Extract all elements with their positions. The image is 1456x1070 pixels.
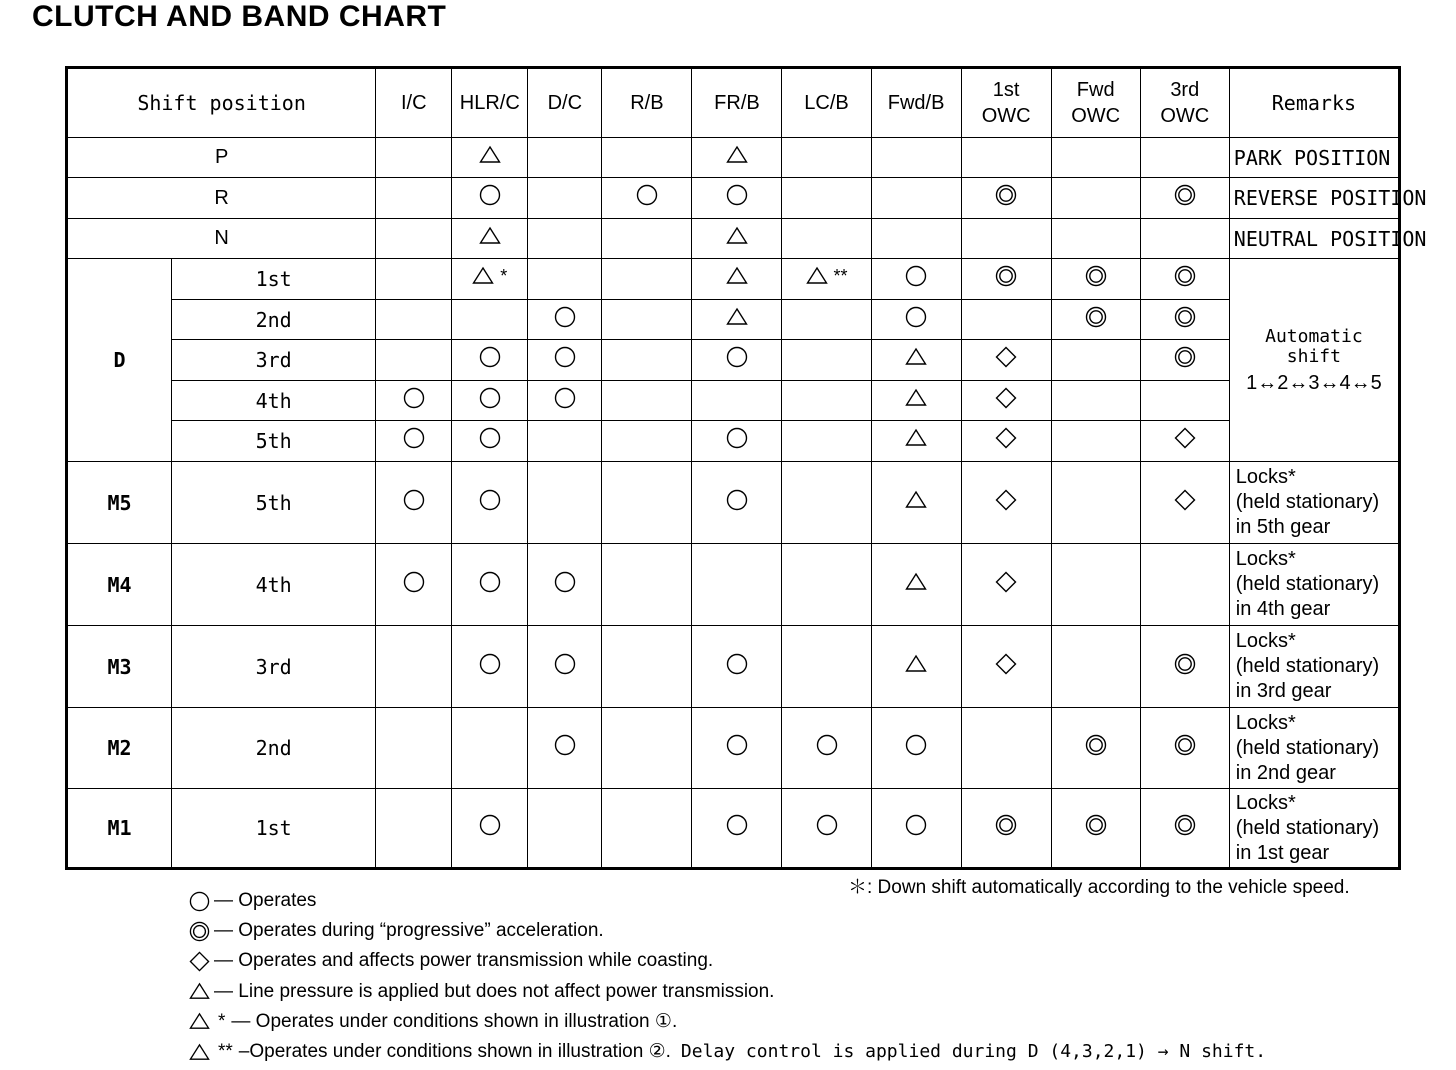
cell (961, 300, 1051, 340)
diamond-icon (186, 951, 212, 972)
double-icon (1174, 184, 1196, 206)
cell (692, 138, 782, 178)
header-r-b: R/B (602, 68, 692, 138)
cell (602, 626, 692, 708)
cell (1051, 300, 1140, 340)
diamond-icon (995, 489, 1017, 511)
double-icon (995, 184, 1017, 206)
cell (961, 259, 1051, 300)
cell (376, 626, 452, 708)
cell (961, 789, 1051, 869)
double-icon (1174, 734, 1196, 756)
cell (782, 340, 871, 381)
cell (961, 178, 1051, 219)
cell (782, 178, 871, 219)
triangle-icon (726, 144, 748, 166)
circle-icon (479, 571, 501, 593)
header-fr-b: FR/B (692, 68, 782, 138)
cell (1051, 178, 1140, 219)
diamond-icon (995, 571, 1017, 593)
diamond-icon (1174, 427, 1196, 449)
cell (1140, 462, 1229, 544)
header-i-c: I/C (376, 68, 452, 138)
circle-icon (726, 814, 748, 836)
triangle-icon (905, 489, 927, 511)
remark-automatic-shift: Automatic shift 1↔2↔3↔4↔5 (1229, 259, 1399, 462)
circle-icon (479, 427, 501, 449)
shift-n: N (67, 219, 376, 259)
header-3rd-owc: 3rd OWC (1140, 68, 1229, 138)
cell (1140, 789, 1229, 869)
cell (961, 219, 1051, 259)
cell (1051, 138, 1140, 178)
cell (961, 138, 1051, 178)
gear-label: 5th (172, 421, 376, 462)
cell (376, 708, 452, 789)
cell (1051, 789, 1140, 869)
triangle-icon: ** (806, 265, 848, 287)
gear-label: 5th (172, 462, 376, 544)
table-row (67, 259, 1400, 300)
circle-icon (726, 734, 748, 756)
legend-item: ** –Operates under conditions shown in illustration ②. Delay control is applied during D (4,3,2,1) → N shift. (186, 1037, 1266, 1067)
table-row (67, 544, 1400, 626)
shift-group-m5: M5 (67, 462, 172, 544)
triangle-icon (905, 571, 927, 593)
cell (782, 138, 871, 178)
circle-icon (479, 814, 501, 836)
cell (528, 544, 602, 626)
cell (782, 544, 871, 626)
circle-icon (905, 734, 927, 756)
cell (692, 219, 782, 259)
double-icon (995, 814, 1017, 836)
cell (692, 178, 782, 219)
cell (692, 421, 782, 462)
cell (602, 219, 692, 259)
cell (1051, 259, 1140, 300)
circle-icon (726, 346, 748, 368)
cell (452, 259, 528, 300)
legend-item: — Operates and affects power transmission while coasting. (186, 946, 1266, 976)
cell (452, 381, 528, 421)
circle-icon (726, 184, 748, 206)
cell (692, 340, 782, 381)
cell (528, 421, 602, 462)
gear-label: 3rd (172, 626, 376, 708)
cell (782, 708, 871, 789)
triangle-icon (905, 653, 927, 675)
shift-group-m1: M1 (67, 789, 172, 869)
legend-item: * — Operates under conditions shown in illustration ①. (186, 1007, 1266, 1037)
cell (602, 789, 692, 869)
cell (452, 544, 528, 626)
cell (1140, 219, 1229, 259)
header-lc-b: LC/B (782, 68, 871, 138)
triangle-icon (905, 387, 927, 409)
table-row (67, 178, 1400, 219)
cell (871, 300, 961, 340)
circle-icon (726, 653, 748, 675)
legend-item: — Operates (186, 886, 1266, 916)
triangle-icon (905, 427, 927, 449)
cell (692, 708, 782, 789)
table-row (67, 789, 1400, 869)
circle-icon (554, 346, 576, 368)
cell (528, 178, 602, 219)
cell (1140, 138, 1229, 178)
gear-label: 2nd (172, 300, 376, 340)
remark-p: PARK POSITION (1229, 138, 1399, 178)
header-fwd-owc: Fwd OWC (1051, 68, 1140, 138)
cell (528, 219, 602, 259)
circle-icon (816, 734, 838, 756)
cell (692, 626, 782, 708)
cell (528, 381, 602, 421)
diamond-icon (995, 346, 1017, 368)
cell (602, 381, 692, 421)
cell (782, 421, 871, 462)
cell (1051, 544, 1140, 626)
circle-icon (479, 387, 501, 409)
chart-title: CLUTCH AND BAND CHART (32, 0, 447, 33)
table-row (67, 626, 1400, 708)
cell (782, 626, 871, 708)
cell (1051, 219, 1140, 259)
cell (961, 626, 1051, 708)
circle-icon (479, 653, 501, 675)
double-icon (186, 921, 212, 942)
cell (782, 789, 871, 869)
circle-icon (905, 814, 927, 836)
cell (782, 219, 871, 259)
table-row (67, 340, 1400, 381)
circle-icon (554, 306, 576, 328)
circle-icon (816, 814, 838, 836)
legend-item: — Operates during “progressive” acceleration. (186, 916, 1266, 946)
cell (1140, 421, 1229, 462)
double-icon (1085, 265, 1107, 287)
cell (602, 340, 692, 381)
cell (1140, 340, 1229, 381)
shift-group-m3: M3 (67, 626, 172, 708)
cell (602, 708, 692, 789)
circle-icon (479, 346, 501, 368)
cell (961, 708, 1051, 789)
cell (692, 789, 782, 869)
circle-icon (636, 184, 658, 206)
triangle-icon (186, 1011, 212, 1032)
cell (452, 462, 528, 544)
circle-icon (403, 571, 425, 593)
cell (961, 340, 1051, 381)
cell (1140, 626, 1229, 708)
remark-locks-m5: Locks* (held stationary) in 5th gear (1229, 462, 1399, 544)
shift-group-m2: M2 (67, 708, 172, 789)
cell (452, 300, 528, 340)
gear-label: 2nd (172, 708, 376, 789)
gear-label: 4th (172, 544, 376, 626)
cell (1051, 626, 1140, 708)
cell (602, 300, 692, 340)
triangle-icon (905, 346, 927, 368)
footnote: ＊: Down shift automatically according to the vehicle speed. (848, 877, 1350, 898)
cell (961, 462, 1051, 544)
cell (376, 178, 452, 219)
cell (376, 381, 452, 421)
cell (871, 626, 961, 708)
cell (528, 340, 602, 381)
cell (452, 421, 528, 462)
double-icon (1174, 306, 1196, 328)
cell (528, 789, 602, 869)
cell (452, 178, 528, 219)
double-icon (1174, 265, 1196, 287)
cell (871, 421, 961, 462)
double-icon (1174, 814, 1196, 836)
cell (871, 178, 961, 219)
triangle-icon: * (472, 265, 507, 287)
table-row (67, 462, 1400, 544)
cell (602, 462, 692, 544)
circle-icon (403, 387, 425, 409)
cell (871, 381, 961, 421)
remark-locks-m2: Locks* (held stationary) in 2nd gear (1229, 708, 1399, 789)
circle-icon (554, 653, 576, 675)
circle-icon (403, 427, 425, 449)
cell (452, 340, 528, 381)
clutch-band-table (65, 66, 1427, 870)
legend (186, 886, 1266, 1067)
gear-label: 1st (172, 259, 376, 300)
cell (692, 544, 782, 626)
diamond-icon (995, 427, 1017, 449)
double-icon (1085, 814, 1107, 836)
circle-icon (554, 734, 576, 756)
cell (528, 708, 602, 789)
cell (782, 462, 871, 544)
triangle-icon (479, 144, 501, 166)
circle-icon (554, 387, 576, 409)
header-hlr-c: HLR/C (452, 68, 528, 138)
cell (871, 259, 961, 300)
cell (1140, 300, 1229, 340)
circle-icon (726, 489, 748, 511)
legend-item: — Line pressure is applied but does not affect power transmission. (186, 977, 1266, 1007)
header-shift-position: Shift position (67, 68, 376, 138)
circle-icon (905, 265, 927, 287)
shift-group-d: D (67, 259, 172, 462)
remark-n: NEUTRAL POSITION (1229, 219, 1399, 259)
cell (376, 421, 452, 462)
table-row (67, 708, 1400, 789)
diamond-icon (995, 653, 1017, 675)
cell (376, 138, 452, 178)
cell (376, 789, 452, 869)
cell (1140, 381, 1229, 421)
cell (1051, 421, 1140, 462)
remark-r: REVERSE POSITION (1229, 178, 1399, 219)
triangle-icon (726, 225, 748, 247)
circle-icon (479, 184, 501, 206)
double-icon (1085, 306, 1107, 328)
circle-icon (479, 489, 501, 511)
table-row (67, 381, 1400, 421)
table-row (67, 421, 1400, 462)
cell (871, 340, 961, 381)
cell (871, 789, 961, 869)
cell (376, 300, 452, 340)
double-icon (1085, 734, 1107, 756)
circle-icon (403, 489, 425, 511)
cell (528, 259, 602, 300)
cell (602, 421, 692, 462)
cell (961, 544, 1051, 626)
diamond-icon (995, 387, 1017, 409)
cell (1051, 708, 1140, 789)
shift-r: R (67, 178, 376, 219)
cell (1051, 462, 1140, 544)
remark-locks-m1: Locks* (held stationary) in 1st gear (1229, 789, 1399, 869)
cell (1140, 708, 1229, 789)
cell (452, 219, 528, 259)
cell (602, 178, 692, 219)
cell (602, 544, 692, 626)
table-row (67, 219, 1400, 259)
gear-label: 1st (172, 789, 376, 869)
cell (376, 340, 452, 381)
cell (376, 259, 452, 300)
cell (1051, 340, 1140, 381)
cell (1051, 381, 1140, 421)
cell (871, 219, 961, 259)
table-row (67, 138, 1400, 178)
cell (692, 381, 782, 421)
remark-locks-m4: Locks* (held stationary) in 4th gear (1229, 544, 1399, 626)
cell (602, 138, 692, 178)
gear-label: 4th (172, 381, 376, 421)
cell (528, 462, 602, 544)
cell (528, 300, 602, 340)
cell (871, 544, 961, 626)
cell (602, 259, 692, 300)
cell (452, 708, 528, 789)
cell (871, 138, 961, 178)
cell (692, 462, 782, 544)
double-icon (1174, 653, 1196, 675)
circle-icon (554, 571, 576, 593)
remark-locks-m3: Locks* (held stationary) in 3rd gear (1229, 626, 1399, 708)
cell (961, 381, 1051, 421)
circle-icon (186, 891, 212, 912)
double-icon (1174, 346, 1196, 368)
triangle-icon (479, 225, 501, 247)
gear-label: 3rd (172, 340, 376, 381)
cell (961, 421, 1051, 462)
cell (782, 300, 871, 340)
cell (1140, 178, 1229, 219)
shift-group-m4: M4 (67, 544, 172, 626)
cell (1140, 544, 1229, 626)
cell (528, 626, 602, 708)
cell (528, 138, 602, 178)
cell (452, 626, 528, 708)
cell (376, 462, 452, 544)
cell (452, 138, 528, 178)
triangle-icon (186, 1042, 212, 1063)
cell (376, 219, 452, 259)
triangle-icon (726, 265, 748, 287)
double-icon (995, 265, 1017, 287)
cell (692, 300, 782, 340)
cell (452, 789, 528, 869)
cell (376, 544, 452, 626)
circle-icon (726, 427, 748, 449)
header-remarks: Remarks (1229, 68, 1399, 138)
cell (782, 381, 871, 421)
cell (871, 708, 961, 789)
header-fwd-b: Fwd/B (871, 68, 961, 138)
header-1st-owc: 1st OWC (961, 68, 1051, 138)
cell (692, 259, 782, 300)
header-d-c: D/C (528, 68, 602, 138)
triangle-icon (726, 306, 748, 328)
cell (782, 259, 871, 300)
triangle-icon (186, 981, 212, 1002)
table-row (67, 300, 1400, 340)
shift-p: P (67, 138, 376, 178)
diamond-icon (1174, 489, 1196, 511)
cell (1140, 259, 1229, 300)
circle-icon (905, 306, 927, 328)
cell (871, 462, 961, 544)
